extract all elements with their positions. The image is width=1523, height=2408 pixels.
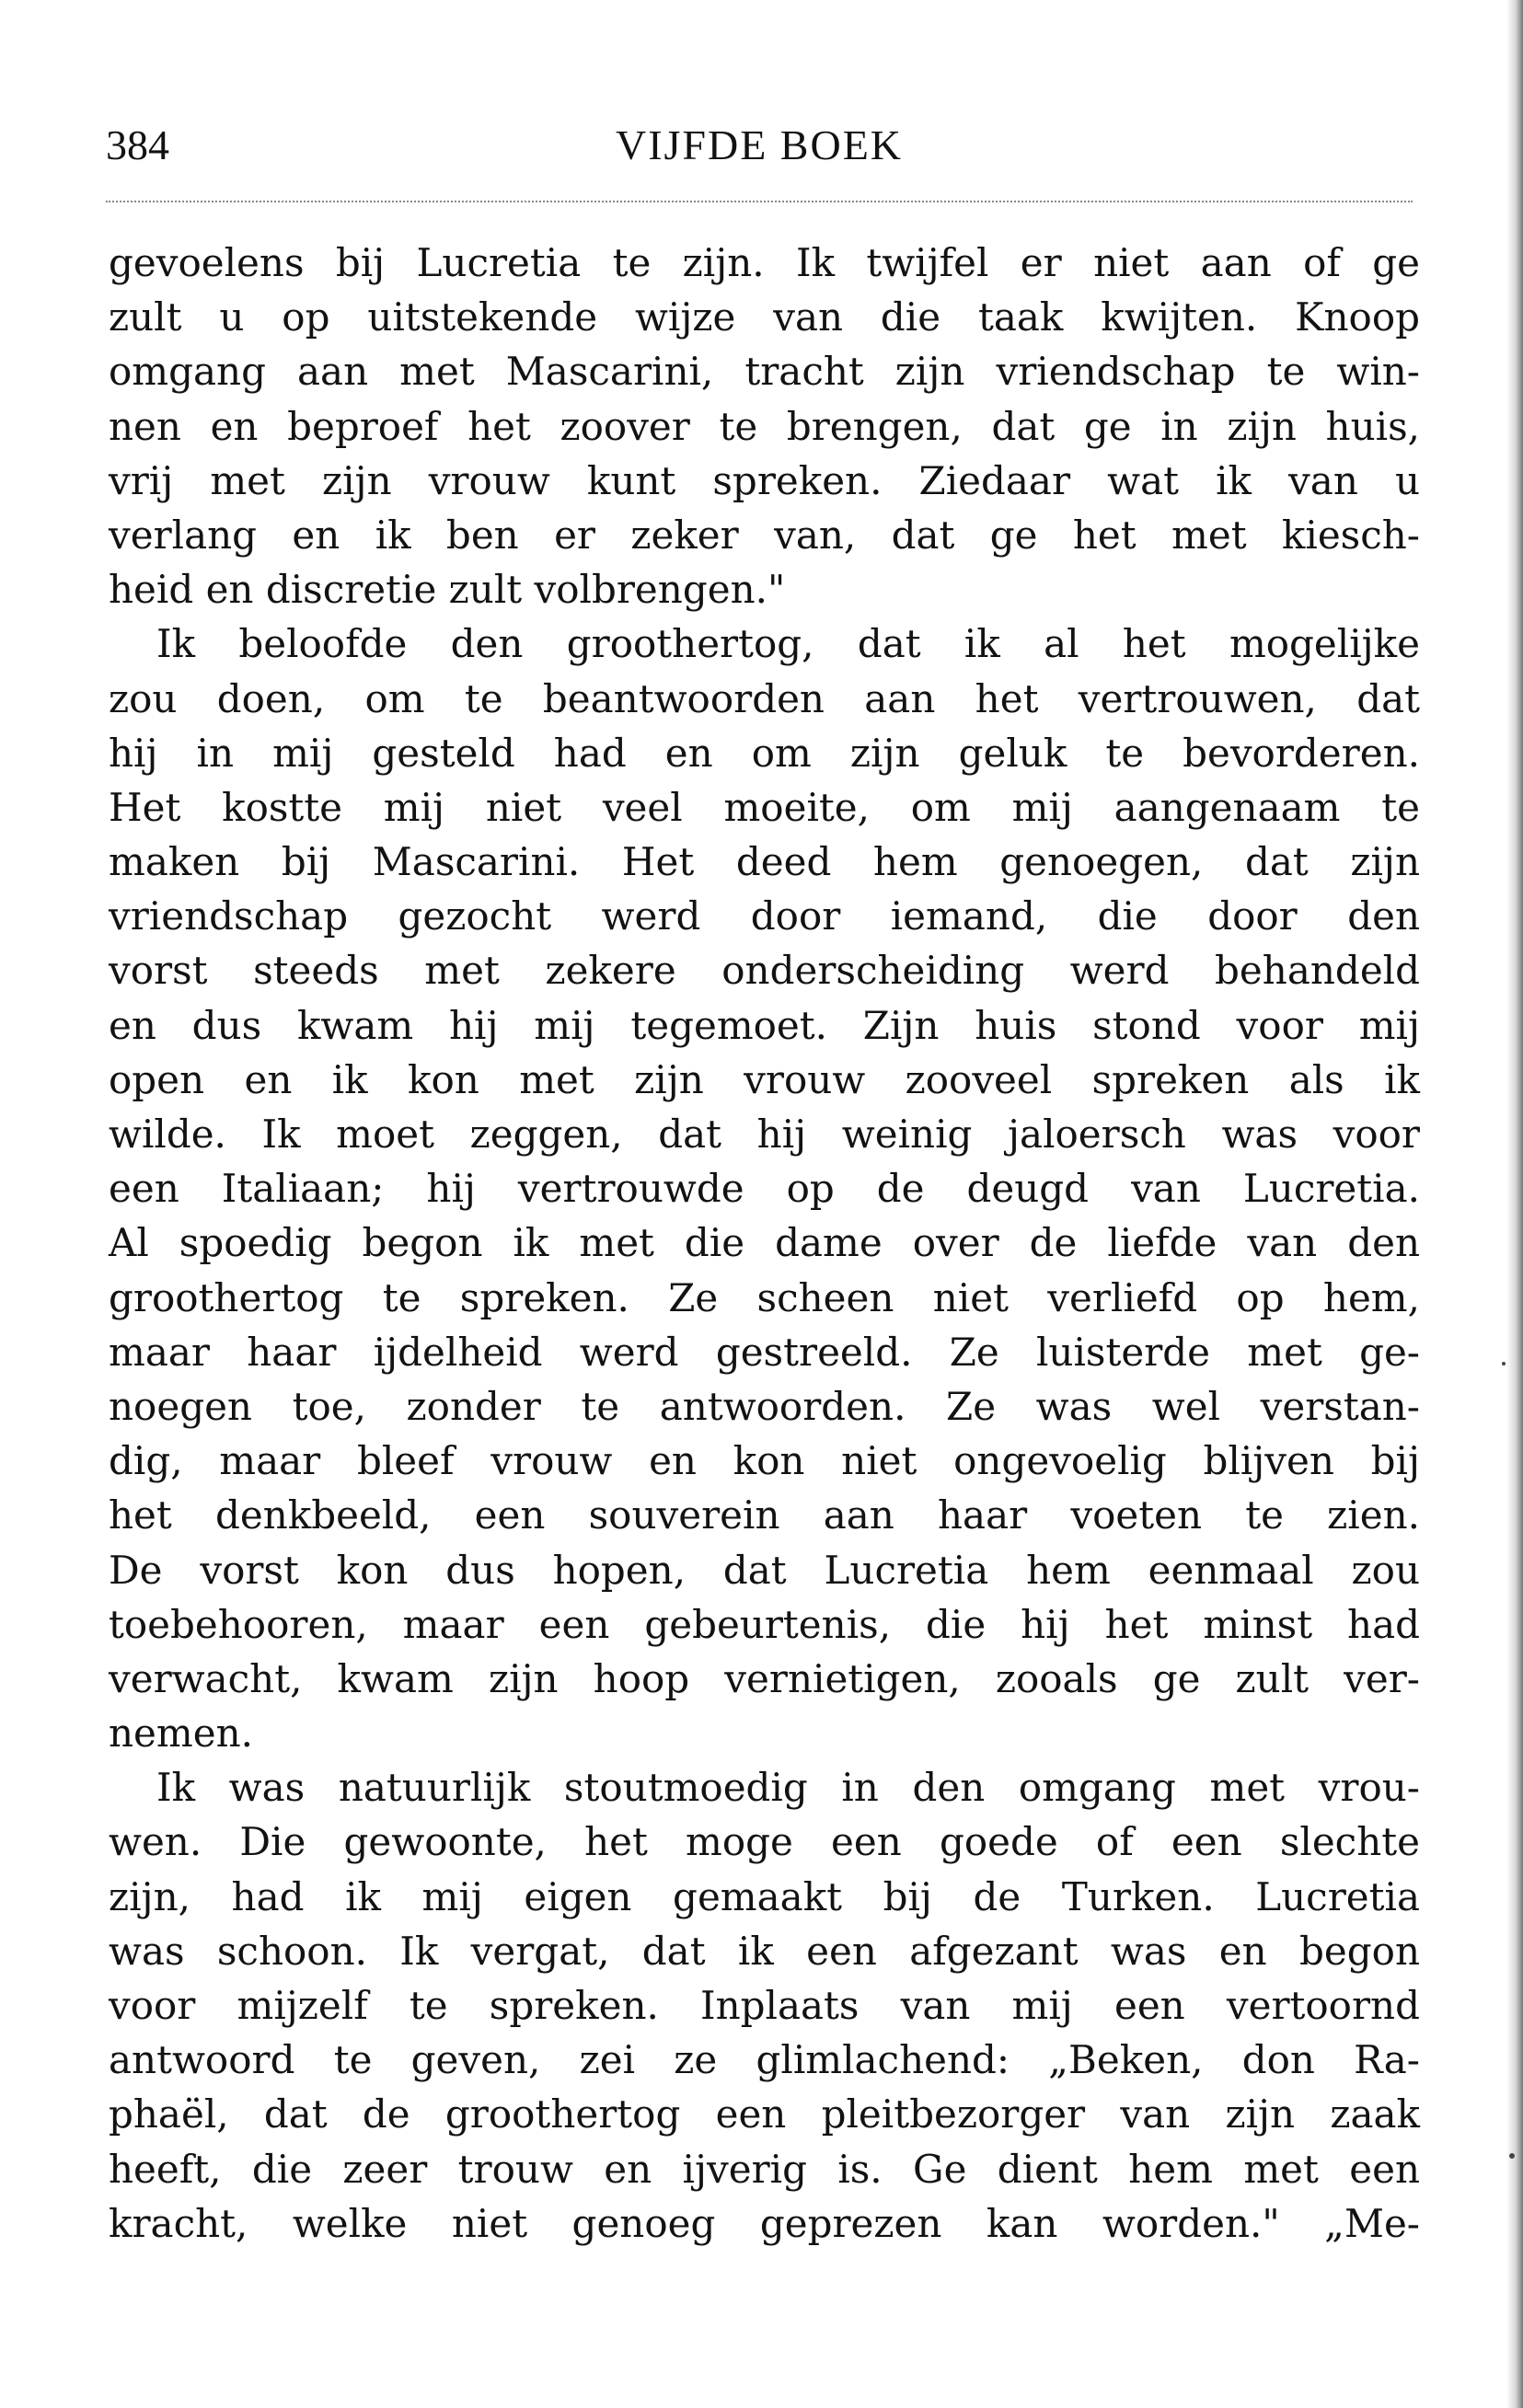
- running-head: VIJFDE BOEK: [615, 121, 904, 168]
- text-line: zijn, had ik mij eigen gemaakt bij de Turken. Lucretia: [109, 1873, 1420, 1919]
- text-line: nen en beproef het zoover te brengen, dat ge in zijn huis,: [109, 403, 1420, 449]
- header-divider: [106, 201, 1413, 202]
- text-line: hij in mij gesteld had en om zijn geluk te bevorderen.: [109, 730, 1420, 776]
- text-line: vriendschap gezocht werd door iemand, die door den: [109, 893, 1420, 939]
- text-line: en dus kwam hij mij tegemoet. Zijn huis stond voor mij: [109, 1002, 1420, 1048]
- text-line: verlang en ik ben er zeker van, dat ge het met kiesch-: [109, 512, 1420, 558]
- text-line: het denkbeeld, een souverein aan haar voeten te zien.: [109, 1492, 1420, 1538]
- text-line: noegen toe, zonder te antwoorden. Ze was wel verstan-: [109, 1383, 1420, 1429]
- text-line: gevoelens bij Lucretia te zijn. Ik twijfel er niet aan of ge: [109, 240, 1420, 285]
- text-line: toebehooren, maar een gebeurtenis, die hij het minst had: [109, 1601, 1420, 1647]
- text-line: dig, maar bleef vrouw en kon niet ongevoelig blijven bij: [109, 1438, 1420, 1484]
- text-line: nemen.: [109, 1711, 253, 1757]
- text-line: vorst steeds met zekere onderscheiding werd behandeld: [109, 948, 1420, 994]
- scan-speck: [1509, 2153, 1515, 2159]
- text-line: De vorst kon dus hopen, dat Lucretia hem eenmaal zou: [109, 1547, 1420, 1593]
- text-line: Al spoedig begon ik met die dame over de liefde van den: [109, 1220, 1420, 1266]
- text-line: zult u op uitstekende wijze van die taak kwijten. Knoop: [109, 294, 1420, 340]
- text-line: maken bij Mascarini. Het deed hem genoegen, dat zijn: [109, 839, 1420, 885]
- body-text: [109, 236, 1420, 2251]
- text-line: Het kostte mij niet veel moeite, om mij aangenaam te: [109, 784, 1420, 830]
- text-line: Ik beloofde den groothertog, dat ik al het mogelijke: [156, 621, 1420, 667]
- text-line: zou doen, om te beantwoorden aan het vertrouwen, dat: [109, 675, 1420, 721]
- text-line: was schoon. Ik vergat, dat ik een afgezant was en begon: [109, 1928, 1420, 1974]
- text-line: heid en discretie zult volbrengen.": [109, 567, 786, 613]
- text-line: verwacht, kwam zijn hoop vernietigen, zooals ge zult ver-: [109, 1655, 1420, 1701]
- text-line: een Italiaan; hij vertrouwde op de deugd van Lucretia.: [109, 1166, 1420, 1212]
- text-line: wen. Die gewoonte, het moge een goede of een slechte: [109, 1819, 1420, 1865]
- text-line: omgang aan met Mascarini, tracht zijn vriendschap te win-: [109, 349, 1420, 395]
- text-line: phaël, dat de groothertog een pleitbezorger van zijn zaak: [109, 2091, 1420, 2137]
- scan-edge-shadow: [1506, 0, 1523, 2408]
- page-header: [106, 110, 1413, 184]
- text-line: maar haar ijdelheid werd gestreeld. Ze luisterde met ge-: [109, 1329, 1420, 1375]
- text-line: heeft, die zeer trouw en ijverig is. Ge dient hem met een: [109, 2146, 1420, 2192]
- text-line: antwoord te geven, zei ze glimlachend: „Beken, don Ra-: [109, 2037, 1420, 2083]
- text-line: kracht, welke niet genoeg geprezen kan worden." „Me-: [109, 2200, 1420, 2246]
- text-line: voor mijzelf te spreken. Inplaats van mij een vertoornd: [109, 1983, 1420, 2028]
- text-line: open en ik kon met zijn vrouw zooveel spreken als ik: [109, 1056, 1420, 1102]
- text-line: groothertog te spreken. Ze scheen niet verliefd op hem,: [109, 1274, 1420, 1320]
- text-line: vrij met zijn vrouw kunt spreken. Ziedaar wat ik van u: [109, 457, 1420, 503]
- text-line: Ik was natuurlijk stoutmoedig in den omgang met vrou-: [156, 1765, 1420, 1811]
- scan-speck: [1502, 1362, 1506, 1365]
- text-line: wilde. Ik moet zeggen, dat hij weinig jaloersch was voor: [109, 1112, 1420, 1157]
- page-number: 384: [106, 121, 169, 168]
